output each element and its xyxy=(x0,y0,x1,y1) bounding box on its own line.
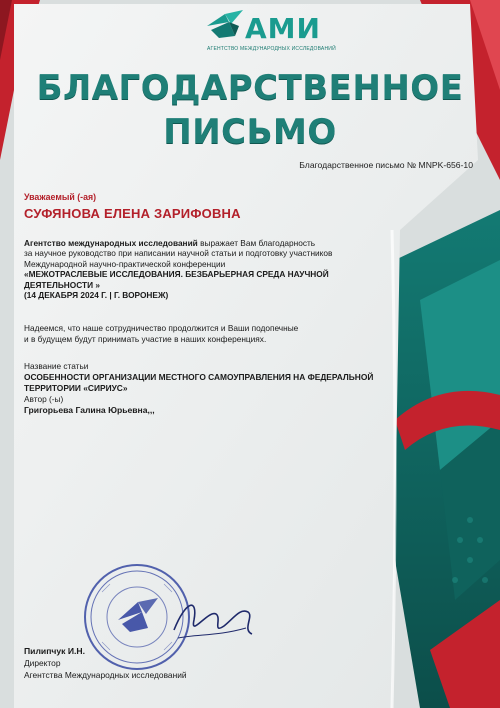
organization-name: Агентство международных исследований xyxy=(24,238,198,248)
thanks-text: выражает Вам благодарность xyxy=(197,238,316,248)
thanks-text-line2: за научное руководство при написании научной статьи и подготовку участников xyxy=(24,248,333,259)
document-number: Благодарственное письмо № MNPK-656-10 xyxy=(299,160,473,170)
logo-wordmark: АМИ xyxy=(245,12,321,45)
hope-paragraph xyxy=(24,323,354,345)
thanks-paragraph xyxy=(24,238,384,300)
hope-line1: Надеемся, что наше сотрудничество продолжится и Ваши подопечные xyxy=(24,323,299,333)
signature xyxy=(168,590,258,650)
signer-position: Директор xyxy=(24,658,61,668)
dove-logo-icon xyxy=(205,8,245,44)
hope-line2: и в будущем будут принимать участие в наших конференциях. xyxy=(24,334,267,344)
greeting: Уважаемый (-ая) xyxy=(24,192,97,202)
signer-organization: Агентства Международных исследований xyxy=(24,670,187,680)
signer-name: Пилипчук И.Н. xyxy=(24,646,86,656)
logo-subtitle: АГЕНТСТВО МЕЖДУНАРОДНЫХ ИССЛЕДОВАНИЙ xyxy=(207,46,336,52)
article-title: ОСОБЕННОСТИ ОРГАНИЗАЦИИ МЕСТНОГО САМОУПРАВЛЕНИЯ НА ФЕДЕРАЛЬНОЙ ТЕРРИТОРИИ «СИРИУС» xyxy=(24,372,374,393)
thanks-text-line3: Международной научно-практической конференции xyxy=(24,258,226,269)
document-title-line1: БЛАГОДАРСТВЕННОЕ xyxy=(36,68,464,108)
recipient-name: СУФЯНОВА ЕЛЕНА ЗАРИФОВНА xyxy=(24,206,241,221)
conference-date: (14 ДЕКАБРЯ 2024 Г. | Г. ВОРОНЕЖ) xyxy=(24,290,169,301)
logo xyxy=(205,8,336,54)
author-name: Григорьева Галина Юрьевна,,, xyxy=(24,405,155,415)
document-title-line2: ПИСЬМО xyxy=(163,112,337,152)
author-label: Автор (-ы) xyxy=(24,394,64,404)
conference-name: «МЕЖОТРАСЛЕВЫЕ ИССЛЕДОВАНИЯ. БЕЗБАРЬЕРНАЯ СРЕДА НАУЧНОЙ ДЕЯТЕЛЬНОСТИ » xyxy=(24,269,329,290)
article-label: Название статьи xyxy=(24,361,89,371)
